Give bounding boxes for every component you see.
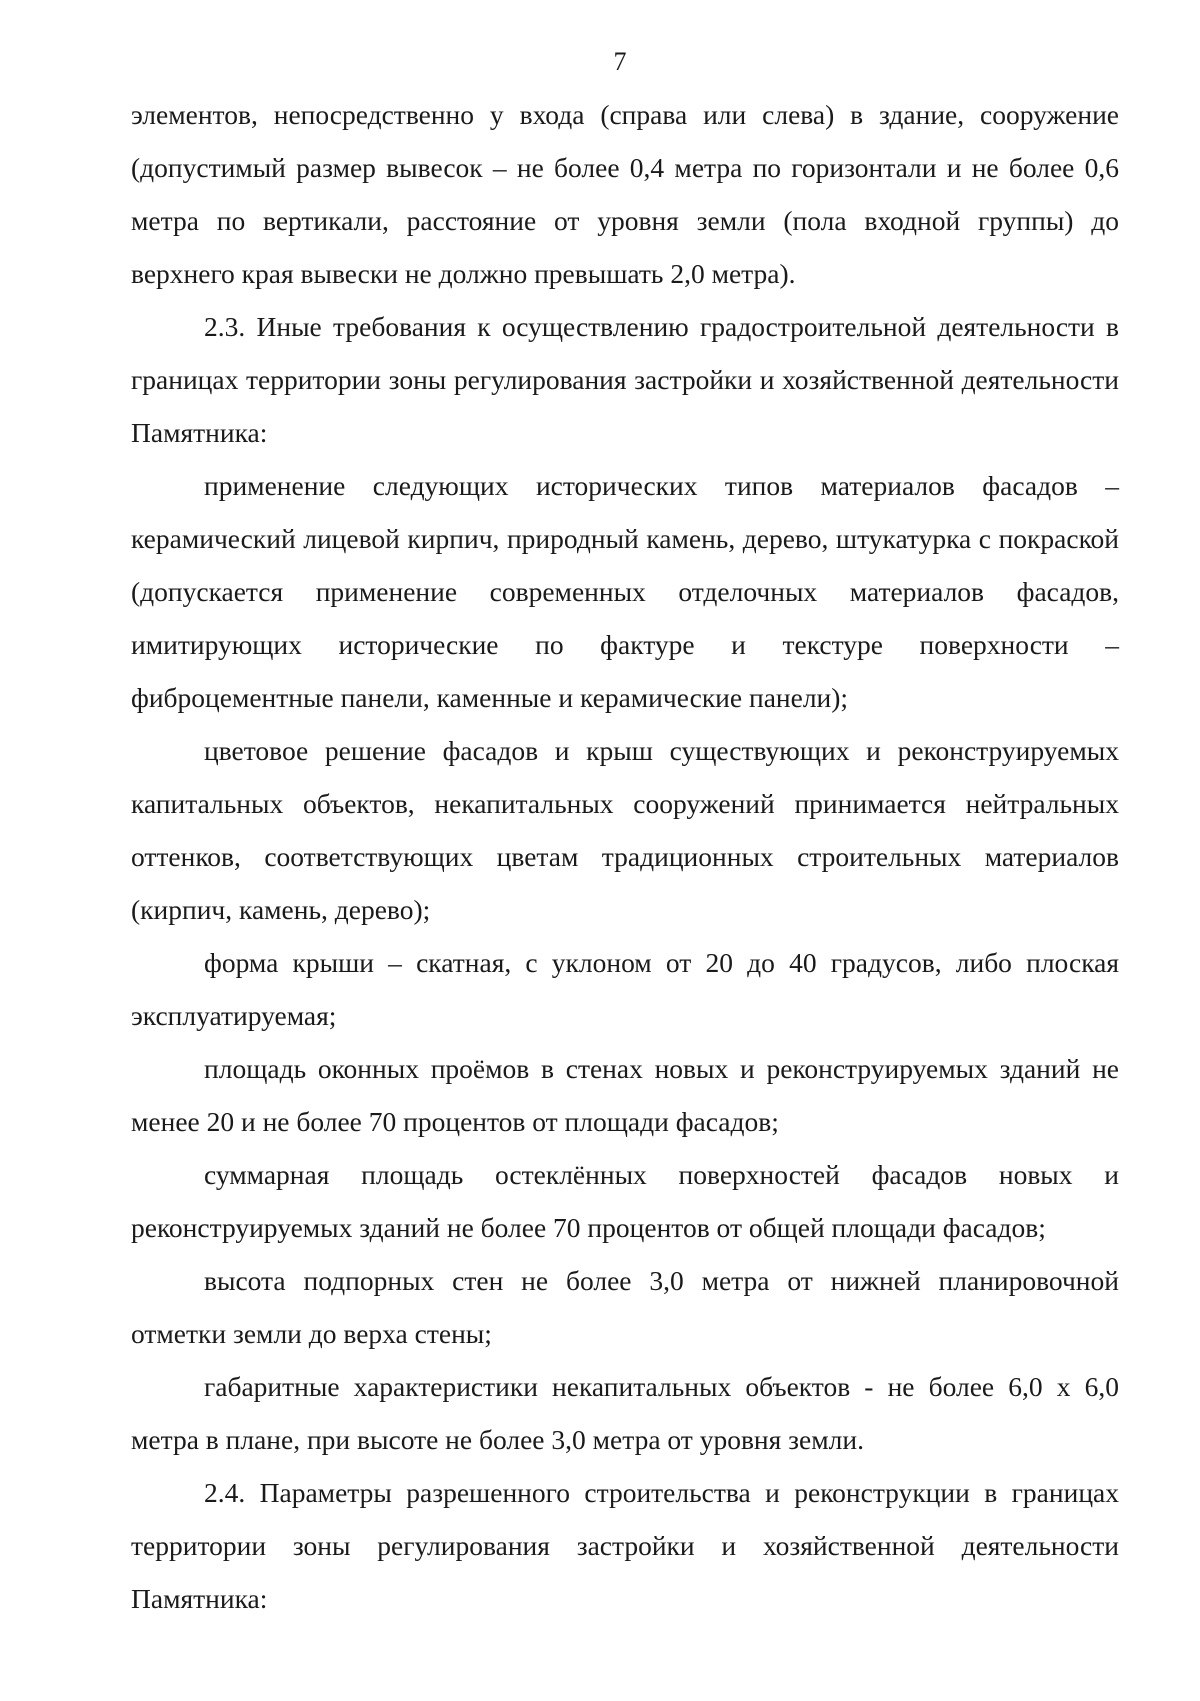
paragraph-glazing-area: суммарная площадь остеклённых поверхностей фасадов новых и реконструируемых зданий не более 70 процентов от общей площади фасадов; [131, 1159, 1119, 1243]
page-number: 7 [613, 47, 627, 76]
paragraph-facade-materials: применение следующих исторических типов материалов фасадов – керамический лицевой кирпич, природный камень, дерево, штукатурка с покраской (допускается применение современных отделочных материалов фасадов, имитирующих исторические по фактуре и текстуре поверхности – фиброцементные панели, каменные и керамические панели); [131, 470, 1119, 713]
paragraph-window-area: площадь оконных проёмов в стенах новых и реконструируемых зданий не менее 20 и не более 70 процентов от площади фасадов; [131, 1053, 1119, 1137]
paragraph-section-2-4: 2.4. Параметры разрешенного строительства и реконструкции в границах территории зоны регулирования застройки и хозяйственной деятельности Памятника: [131, 1477, 1119, 1614]
paragraph-retaining-walls: высота подпорных стен не более 3,0 метра от нижней планировочной отметки земли до верха стены; [131, 1265, 1119, 1349]
document-body [131, 88, 1119, 1625]
paragraph-roof-shape: форма крыши – скатная, с уклоном от 20 до 40 градусов, либо плоская эксплуатируемая; [131, 947, 1119, 1031]
paragraph-color-scheme: цветовое решение фасадов и крыш существующих и реконструируемых капитальных объектов, некапитальных сооружений принимается нейтральных оттенков, соответствующих цветам традиционных строительных материалов (кирпич, камень, дерево); [131, 735, 1119, 925]
paragraph-non-capital-dimensions: габаритные характеристики некапитальных объектов - не более 6,0 х 6,0 метра в плане, при высоте не более 3,0 метра от уровня земли. [131, 1371, 1119, 1455]
paragraph-signage-continuation: элементов, непосредственно у входа (справа или слева) в здание, сооружение (допустимый размер вывесок – не более 0,4 метра по горизонтали и не более 0,6 метра по вертикали, расстояние от уровня земли (пола входной группы) до верхнего края вывески не должно превышать 2,0 метра). [131, 99, 1119, 289]
paragraph-section-2-3: 2.3. Иные требования к осуществлению градостроительной деятельности в границах территории зоны регулирования застройки и хозяйственной деятельности Памятника: [131, 311, 1119, 448]
